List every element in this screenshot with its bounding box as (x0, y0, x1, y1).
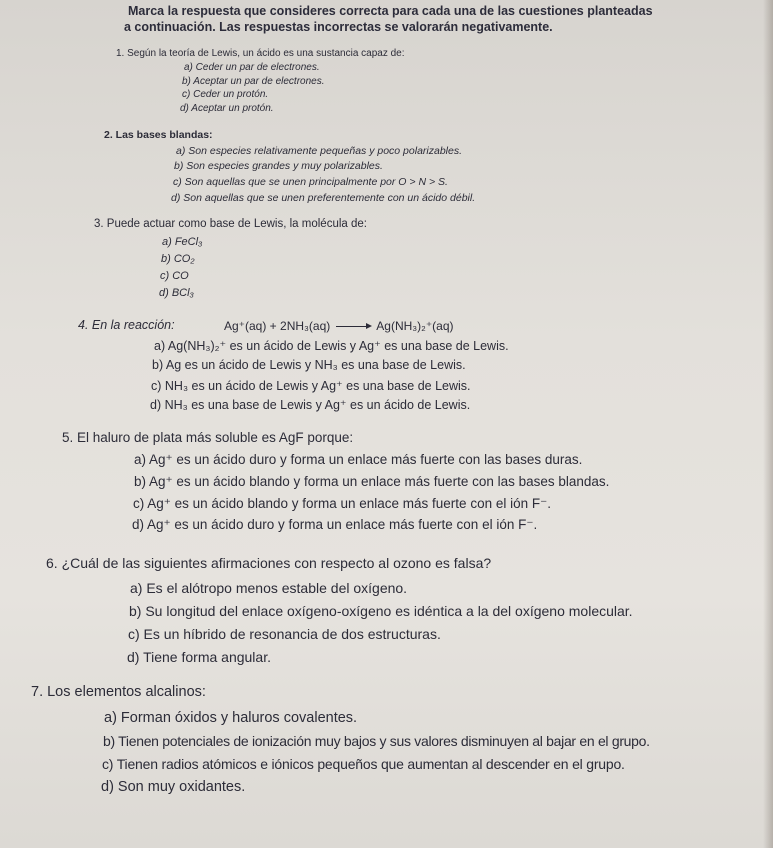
q6-option-c: c) Es un híbrido de resonancia de dos estructuras. (128, 626, 441, 642)
q3-option-a: a) FeCl₃ (162, 236, 203, 248)
q2-option-a: a) Son especies relativamente pequeñas y poco polarizables. (176, 145, 463, 157)
q4-product: Ag(NH₃)₂⁺(aq) (376, 319, 454, 333)
q5-option-c: c) Ag⁺ es un ácido blando y forma un enlace más fuerte con el ión F⁻. (133, 496, 551, 511)
q2-option-c: c) Son aquellas que se unen principalmente por O > N > S. (173, 176, 448, 188)
q1-stem: 1. Según la teoría de Lewis, un ácido es una sustancia capaz de: (116, 48, 405, 59)
q7-stem: 7. Los elementos alcalinos: (31, 684, 206, 700)
q6-stem: 6. ¿Cuál de las siguientes afirmaciones con respecto al ozono es falsa? (46, 555, 492, 571)
q4-option-a: a) Ag(NH₃)₂⁺ es un ácido de Lewis y Ag⁺ es una base de Lewis. (154, 339, 509, 353)
q3-option-c: c) CO (160, 270, 189, 282)
q1-option-d: d) Aceptar un protón. (180, 103, 274, 114)
q5-option-a: a) Ag⁺ es un ácido duro y forma un enlace más fuerte con las bases duras. (134, 452, 583, 467)
q5-option-d: d) Ag⁺ es un ácido duro y forma un enlace más fuerte con el ión F⁻. (132, 517, 538, 532)
q4-option-b: b) Ag es un ácido de Lewis y NH₃ es una base de Lewis. (152, 358, 466, 372)
q4-option-c: c) NH₃ es un ácido de Lewis y Ag⁺ es una base de Lewis. (151, 379, 471, 393)
intro-line-2: a continuación. Las respuestas incorrectas se valorarán negativamente. (124, 20, 553, 34)
reaction-arrow-icon (336, 326, 370, 327)
q4-reactants: Ag⁺(aq) + 2NH₃(aq) (224, 319, 331, 333)
q7-option-d: d) Son muy oxidantes. (101, 779, 246, 795)
q2-option-b: b) Son especies grandes y muy polarizables. (174, 160, 383, 172)
q4-reaction (224, 319, 454, 333)
paper-edge-shadow (763, 0, 773, 848)
q4-option-d: d) NH₃ es una base de Lewis y Ag⁺ es un ácido de Lewis. (150, 398, 471, 412)
q5-option-b: b) Ag⁺ es un ácido blando y forma un enlace más fuerte con las bases blandas. (134, 474, 610, 489)
q3-stem: 3. Puede actuar como base de Lewis, la molécula de: (94, 218, 367, 230)
intro-line-1: Marca la respuesta que consideres correcta para cada una de las cuestiones planteadas (128, 4, 653, 18)
q6-option-a: a) Es el alótropo menos estable del oxígeno. (130, 580, 408, 596)
q3-option-d: d) BCl₃ (159, 287, 194, 299)
q7-option-b: b) Tienen potenciales de ionización muy bajos y sus valores disminuyen al bajar en el grupo. (103, 733, 650, 749)
q7-option-a: a) Forman óxidos y haluros covalentes. (104, 710, 358, 726)
q2-option-d: d) Son aquellas que se unen preferentemente con un ácido débil. (171, 192, 476, 204)
q2-stem: 2. Las bases blandas: (104, 129, 213, 141)
q1-option-b: b) Aceptar un par de electrones. (182, 76, 325, 87)
q1-option-a: a) Ceder un par de electrones. (184, 62, 320, 73)
q3-option-b: b) CO₂ (161, 253, 195, 265)
q4-stem: 4. En la reacción: (78, 318, 175, 332)
q6-option-d: d) Tiene forma angular. (127, 649, 271, 665)
q7-option-c: c) Tienen radios atómicos e iónicos pequeños que aumentan al descender en el grupo. (102, 756, 625, 772)
q5-stem: 5. El haluro de plata más soluble es AgF porque: (62, 430, 354, 445)
q1-option-c: c) Ceder un protón. (182, 89, 269, 100)
q6-option-b: b) Su longitud del enlace oxígeno-oxígeno es idéntica a la del oxígeno molecular. (129, 603, 633, 619)
